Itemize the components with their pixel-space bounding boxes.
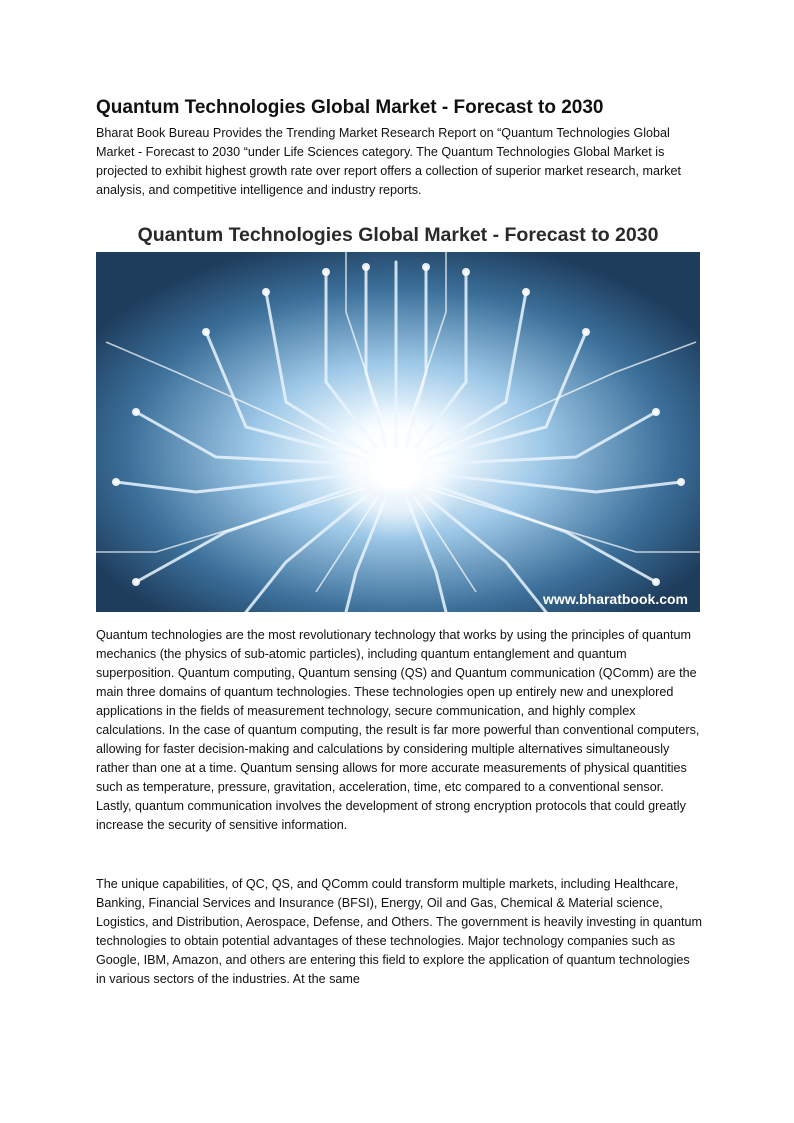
- document-title: Quantum Technologies Global Market - Forecast to 2030: [96, 97, 604, 118]
- body-paragraph-2: The unique capabilities, of QC, QS, and QComm could transform multiple markets, including Healthcare, Banking, Financial Services and Insurance (BFSI), Energy, Oil and Gas, Chemical & Material science, Logistics, and Distribution, Aerospace, Defense, and Others. The government is heavily investing in quantum technologies to obtain potential advantages of these technologies. Major technology companies such as Google, IBM, Amazon, and others are entering this field to explore the application of quantum technologies in various sectors of the industries. At the same: [96, 877, 702, 986]
- image-watermark: www.bharatbook.com: [543, 591, 688, 607]
- document-page: [96, 96, 702, 989]
- report-cover-image: [96, 218, 700, 612]
- intro-paragraph: Bharat Book Bureau Provides the Trending Market Research Report on “Quantum Technologies Global Market - Forecast to 2030 “under Life Sciences category. The Quantum Technologies Global Market is projected to exhibit highest growth rate over report offers a collection of superior market research, market analysis, and competitive intelligence and industry reports.: [96, 126, 681, 197]
- circuit-chip-illustration: [96, 252, 700, 612]
- image-banner-text: Quantum Technologies Global Market - Forecast to 2030: [96, 218, 700, 252]
- body-paragraph-1: Quantum technologies are the most revolutionary technology that works by using the principles of quantum mechanics (the physics of sub-atomic particles), including quantum entanglement and quantum superposition. Quantum computing, Quantum sensing (QS) and Quantum communication (QComm) are the main three domains of quantum technologies. These technologies open up entirely new and unexplored applications in the fields of measurement technology, secure communication, and highly complex calculations. In the case of quantum computing, the result is far more powerful than conventional computers, allowing for faster decision-making and calculations by considering multiple alternatives simultaneously rather than one at a time. Quantum sensing allows for more accurate measurements of physical quantities such as temperature, pressure, gravitation, acceleration, time, etc compared to a conventional sensor. Lastly, quantum communication involves the development of strong encryption protocols that could greatly increase the security of sensitive information.: [96, 628, 700, 832]
